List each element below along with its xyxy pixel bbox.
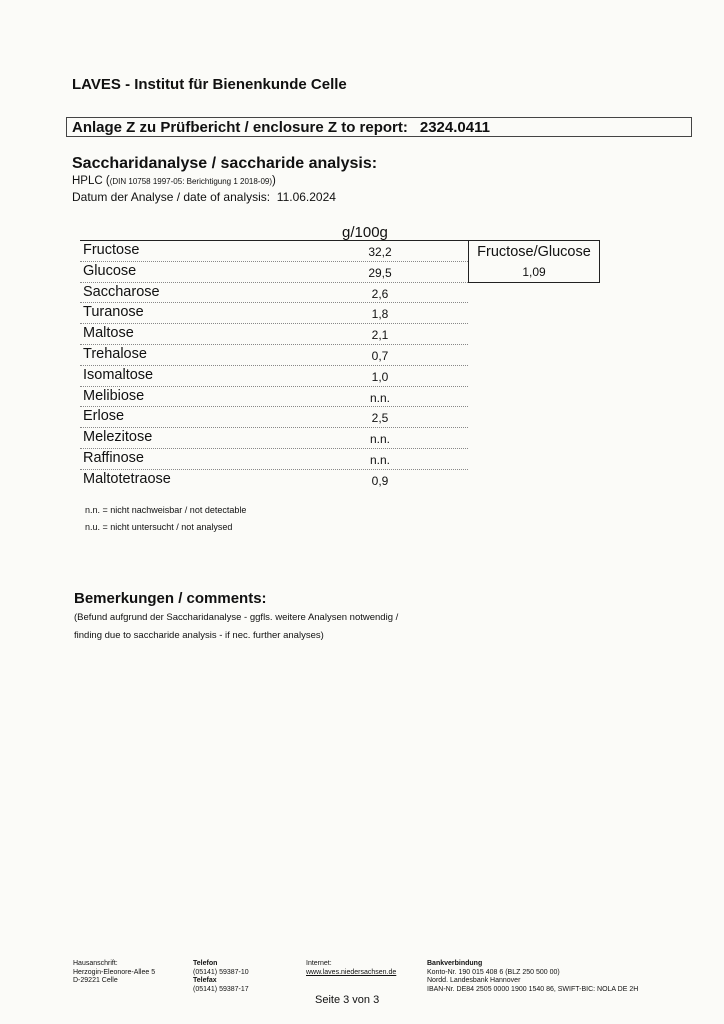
- table-row: [80, 428, 468, 449]
- saccharide-value: n.n.: [369, 432, 390, 447]
- analysis-date: 11.06.2024: [276, 190, 336, 204]
- saccharide-value: 2,6: [371, 286, 389, 301]
- note-nu: n.u. = nicht untersucht / not analysed: [85, 522, 233, 532]
- table-row: [80, 366, 468, 387]
- saccharide-value: 2,1: [371, 328, 389, 343]
- method-reference: (DIN 10758 1997-05: Berichtigung 1 2018-09): [109, 177, 273, 186]
- table-row: [80, 345, 468, 366]
- address-city: D-29221 Celle: [73, 977, 118, 984]
- analysis-date-line: [72, 190, 336, 204]
- saccharide-value: 1,0: [371, 369, 389, 384]
- table-row: [80, 303, 468, 324]
- saccharide-table: [80, 240, 468, 490]
- table-row: [80, 283, 468, 304]
- footer-bank: [427, 960, 638, 994]
- ratio-box: [468, 240, 600, 283]
- saccharide-name: Saccharose: [83, 283, 160, 300]
- bank-label: Bankverbindung: [427, 960, 483, 967]
- saccharide-value: 2,5: [371, 411, 389, 426]
- note-nn: n.n. = nicht nachweisbar / not detectable: [85, 505, 247, 515]
- enclosure-label: Anlage Z zu Prüfbericht / enclosure Z to report:: [72, 119, 408, 136]
- saccharide-name: Turanose: [83, 304, 144, 321]
- website-link[interactable]: www.laves.niedersachsen.de: [306, 968, 397, 976]
- comment-line: finding due to saccharide analysis - if nec. further analyses): [74, 630, 324, 641]
- saccharide-name: Fructose: [83, 242, 140, 258]
- phone-label: Telefon: [193, 960, 218, 967]
- internet-label: Internet:: [306, 960, 332, 967]
- saccharide-value: n.n.: [369, 390, 390, 405]
- saccharide-value: 32,2: [368, 245, 392, 259]
- report-number: 2324.0411: [419, 119, 490, 136]
- saccharide-value: 1,8: [371, 307, 389, 322]
- table-row: [80, 387, 468, 408]
- saccharide-name: Melezitose: [83, 429, 153, 446]
- saccharide-name: Isomaltose: [83, 366, 154, 383]
- footer-phone: [193, 960, 249, 994]
- fax: (05141) 59387-17: [193, 985, 249, 993]
- comments-title: Bemerkungen / comments:: [74, 590, 267, 607]
- table-row: [80, 241, 468, 262]
- saccharide-value: 0,9: [371, 473, 389, 488]
- saccharide-value: 0,7: [371, 348, 389, 363]
- saccharide-name: Glucose: [83, 262, 137, 279]
- phone: (05141) 59387-10: [193, 968, 249, 976]
- analysis-title: Saccharidanalyse / saccharide analysis:: [72, 155, 378, 172]
- page-number: Seite 3 von 3: [315, 994, 380, 1006]
- table-row: [80, 470, 468, 490]
- method: HPLC (: [72, 175, 110, 187]
- saccharide-name: Erlose: [83, 408, 125, 425]
- footer-address: [73, 960, 155, 986]
- footer-internet: [306, 960, 396, 977]
- unit-header: g/100g: [342, 224, 388, 241]
- fax-label: Telefax: [193, 977, 217, 984]
- saccharide-value: 29,5: [368, 265, 392, 280]
- ratio-value: 1,09: [522, 265, 546, 279]
- table-row: [80, 324, 468, 345]
- saccharide-name: Raffinose: [83, 449, 144, 466]
- saccharide-name: Melibiose: [83, 387, 145, 404]
- address-label: Hausanschrift:: [73, 960, 118, 967]
- bank-account: Konto-Nr. 190 015 408 6 (BLZ 250 500 00): [427, 968, 560, 976]
- enclosure-box: [66, 117, 692, 137]
- address-street: Herzogin-Eleonore-Allee 5: [73, 968, 156, 976]
- method-close: ): [272, 175, 276, 187]
- table-row: [80, 449, 468, 470]
- bank-iban: IBAN-Nr. DE84 2505 0000 1900 1540 86, SWIFT-BIC: NOLA DE 2H: [427, 985, 639, 993]
- saccharide-name: Trehalose: [83, 345, 147, 362]
- saccharide-name: Maltose: [83, 325, 134, 342]
- institute-heading: LAVES - Institut für Bienenkunde Celle: [72, 76, 347, 93]
- ratio-label: Fructose/Glucose: [477, 244, 591, 260]
- saccharide-name: Maltotetraose: [83, 470, 171, 487]
- table-row: [80, 262, 468, 283]
- date-label: Datum der Analyse / date of analysis:: [72, 190, 271, 204]
- saccharide-value: n.n.: [369, 452, 390, 467]
- method-line: [72, 175, 276, 187]
- bank-name: Nordd. Landesbank Hannover: [427, 977, 521, 984]
- comment-line: (Befund aufgrund der Saccharidanalyse - ggfls. weitere Analysen notwendig /: [74, 612, 399, 623]
- table-row: [80, 407, 468, 428]
